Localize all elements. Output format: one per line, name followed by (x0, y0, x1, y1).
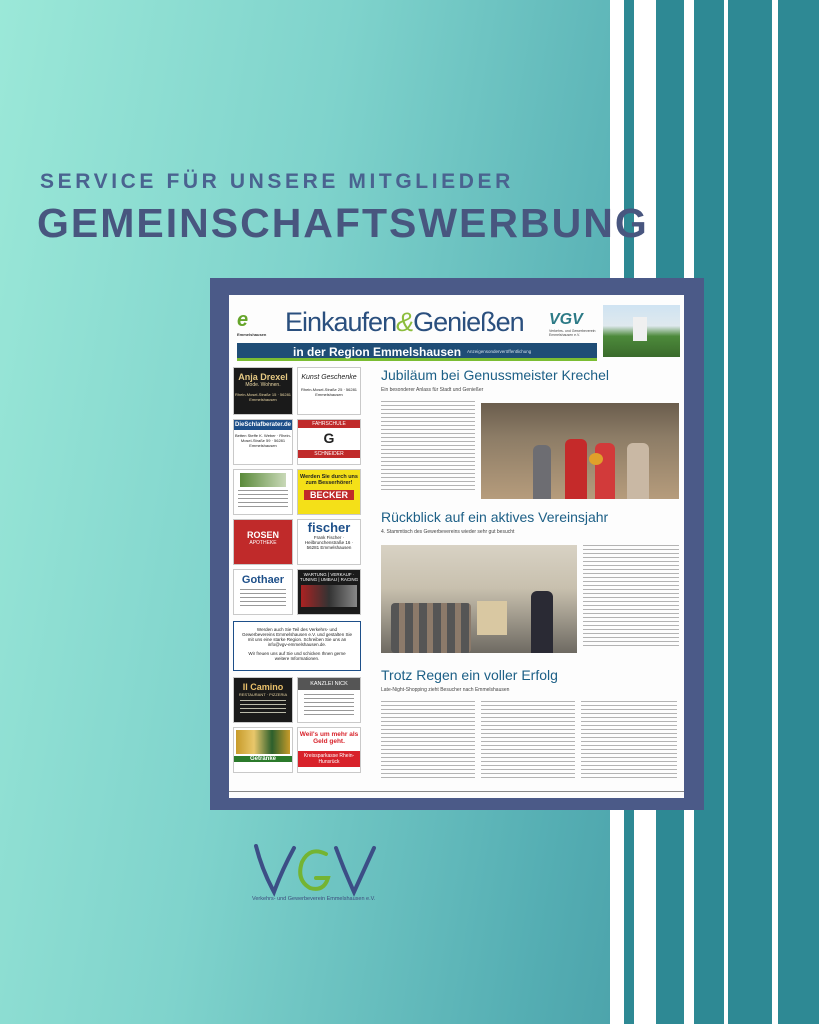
article-3-body-col1 (381, 701, 475, 779)
decor-stripe (728, 0, 772, 1024)
page-footer-line (229, 791, 684, 792)
photo-person (595, 443, 615, 499)
article-3-subtitle: Late-Night-Shopping zieht Besucher nach Emmelshausen (381, 687, 510, 693)
articles-column (381, 367, 679, 797)
photo-person (391, 603, 471, 653)
article-2-photo[interactable] (381, 545, 577, 653)
vgv-small-logo: VGV Verkehrs- und Gewerbeverein Emmelshausen e.V. (549, 311, 596, 337)
photo-table (477, 601, 507, 635)
ad-gothaer[interactable]: Gothaer (233, 569, 293, 615)
ad-il-camino[interactable]: Il Camino RESTAURANT · PIZZERIA (233, 677, 293, 723)
ad-rosen-apotheke[interactable]: ROSEN APOTHEKE (233, 519, 293, 565)
town-photo (603, 305, 680, 357)
ad-kanzlei-nick[interactable]: KANZLEI NICK (297, 677, 361, 723)
region-band (237, 343, 597, 361)
page-subtitle: SERVICE FÜR UNSERE MITGLIEDER (40, 170, 514, 193)
ad-fischer[interactable]: fischer Frank Fischer · Heilbrunchenstraße 16 · 56281 Emmelshausen (297, 519, 361, 565)
photo-person (531, 591, 553, 653)
region-band-text: in der Region Emmelshausen (293, 345, 462, 359)
article-3-body-col3 (581, 701, 677, 779)
masthead (233, 301, 680, 359)
decor-stripe (778, 0, 819, 1024)
vgv-logo-caption: Verkehrs- und Gewerbeverein Emmelshausen e.V. (252, 896, 376, 902)
emmelshausen-logo: e Emmelshausen (237, 309, 267, 337)
ad-becker[interactable]: Werden Sie durch uns zum Besserhörer! BECKER (297, 469, 361, 515)
flower-bouquet (589, 453, 603, 465)
church-tower (633, 317, 647, 341)
article-1-body (381, 401, 475, 493)
article-1-subtitle: Ein besonderer Anlass für Stadt und Genießer (381, 387, 484, 393)
article-3-title[interactable]: Trotz Regen ein voller Erfolg (381, 667, 558, 683)
ad-fahrschule[interactable]: FAHRSCHULE G SCHNEIDER (297, 419, 361, 465)
photo-person (565, 439, 587, 499)
photo-person (533, 445, 551, 499)
ad-gruenfelder[interactable] (233, 469, 293, 515)
ad-feature-label: Anzeigensonderveröffentlichung (467, 349, 532, 354)
ad-sparkasse[interactable]: Weil's um mehr als Geld geht. Kreissparkasse Rhein-Hunsrück (297, 727, 361, 773)
ad-wartung[interactable]: WARTUNG | VERKAUF · TUNING | UMBAU | RACING (297, 569, 361, 615)
vgv-logo-mark (252, 840, 402, 900)
newspaper-page[interactable] (229, 295, 684, 798)
photo-person (627, 443, 649, 499)
article-2-title[interactable]: Rückblick auf ein aktives Vereinsjahr (381, 509, 609, 525)
page-title: GEMEINSCHAFTSWERBUNG (37, 200, 649, 246)
article-2-subtitle: 4. Stammtisch des Gewerbevereins wieder sehr gut besucht (381, 529, 515, 535)
article-1-photo[interactable] (481, 403, 679, 499)
article-1-title[interactable]: Jubiläum bei Genussmeister Krechel (381, 367, 609, 383)
ads-column (233, 367, 369, 775)
article-2-body (583, 545, 679, 649)
ad-kunst[interactable]: Kunst Geschenke Rhein-Mosel-Straße 25 · 56281 Emmelshausen (297, 367, 361, 415)
masthead-title: Einkaufen&Genießen (285, 307, 524, 337)
ad-getraenke[interactable]: Getränke (233, 727, 293, 773)
ad-anja-drexel[interactable]: Anja Drexel Mode. Wohnen. Rhein-Mosel-Straße 15 · 56281 Emmelshausen (233, 367, 293, 415)
ad-schlafberater[interactable]: DieSchlafberater.de Betten Steffe K. Weber · Rhein-Mosel-Straße 59 · 56281 Emmelshausen (233, 419, 293, 465)
ad-vgv-info[interactable]: Werden auch Sie Teil des Verkehrs- und Gewerbevereins Emmelshausen e.V. und gestalten Sie mit uns eine starke Region. Schreiben Sie uns an info@vgv-emmelshausen.de. Wir freuen uns auf Sie und schicken Ihnen gerne weitere Informationen. (233, 621, 361, 671)
article-3-body-col2 (481, 701, 575, 779)
